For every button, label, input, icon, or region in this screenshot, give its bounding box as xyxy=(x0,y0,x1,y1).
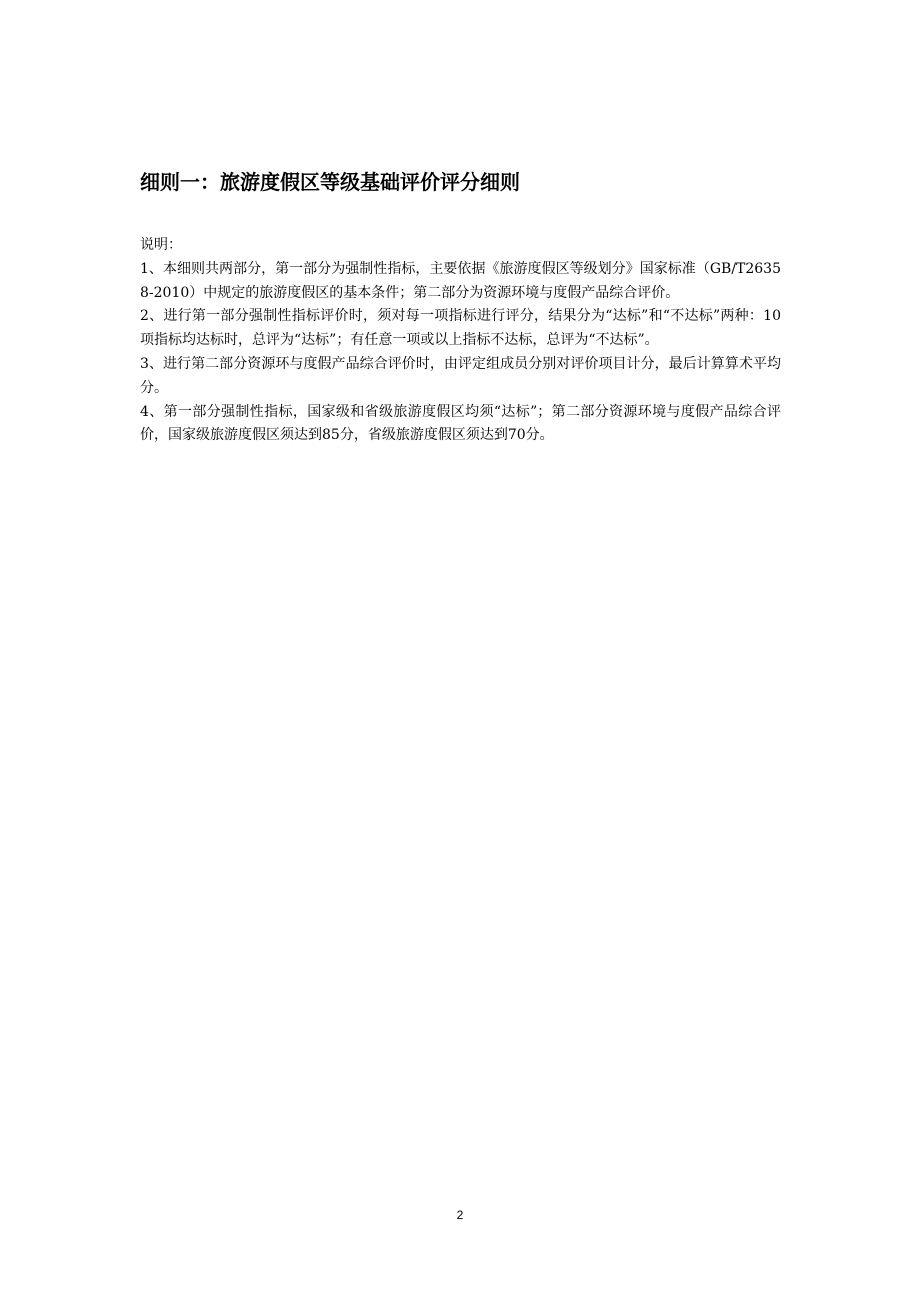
page-title: 细则一：旅游度假区等级基础评价评分细则 xyxy=(140,170,520,194)
paragraph-item-2: 2、进行第一部分强制性指标评价时，须对每一项指标进行评分，结果分为“达标”和“不达标”两种：10项指标均达标时，总评为“达标”；有任意一项或以上指标不达标，总评为“不达标”。 xyxy=(140,308,781,349)
intro-label: 说明： xyxy=(140,237,182,253)
paragraph-item-3: 3、进行第二部分资源环与度假产品综合评价时，由评定组成员分别对评价项目计分，最后计算算术平均分。 xyxy=(140,355,781,396)
paragraph-item-4: 4、第一部分强制性指标，国家级和省级旅游度假区均须“达标”；第二部分资源环境与度假产品综合评价，国家级旅游度假区须达到85分，省级旅游度假区须达到70分。 xyxy=(140,403,781,444)
paragraph-item-1: 1、本细则共两部分，第一部分为强制性指标，主要依据《旅游度假区等级划分》国家标准（GB/T26358-2010）中规定的旅游度假区的基本条件；第二部分为资源环境与度假产品综合评价。 xyxy=(140,260,781,301)
document-body xyxy=(140,234,781,448)
page-number: 2 xyxy=(456,1208,464,1222)
